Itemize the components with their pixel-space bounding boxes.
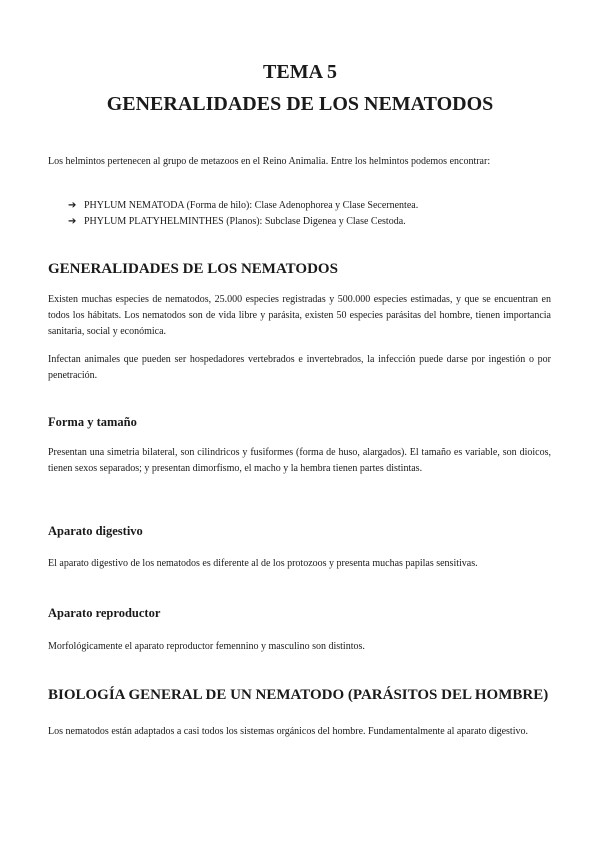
reproductor-paragraph: Morfológicamente el aparato reproductor femennino y masculino son distintos. [48, 641, 365, 652]
subheading-reproductor: Aparato reproductor [48, 606, 161, 620]
generalidades-paragraph-2: Infectan animales que pueden ser hospedadores vertebrados e invertebrados, la infección puede darse por ingestión o por penetración. [48, 354, 551, 381]
section-heading-generalidades: GENERALIDADES DE LOS NEMATODOS [48, 261, 338, 277]
digestivo-paragraph: El aparato digestivo de los nematodos es diferente al de los protozoos y presenta muchas papilas sensitivas. [48, 558, 478, 569]
subheading-digestivo: Aparato digestivo [48, 524, 143, 538]
right-arrow-icon: ➔ [68, 216, 77, 227]
phylum-list [68, 198, 418, 230]
doc-title-line1: TEMA 5 [263, 61, 337, 83]
generalidades-paragraph-1: Existen muchas especies de nematodos, 25.000 especies registradas y 500.000 especies estimadas, y que se encuentran en todos los hábitats. Los nematodos son de vida libre y parásita, existen 50 especies parásitas del hombre, tienen importancia sanitaria, social y económica. [48, 294, 551, 337]
list-item-text: PHYLUM NEMATODA (Forma de hilo): Clase Adenophorea y Clase Secernentea. [84, 200, 419, 211]
subheading-forma: Forma y tamaño [48, 415, 137, 429]
list-item [68, 198, 418, 214]
right-arrow-icon: ➔ [68, 200, 77, 211]
list-item [68, 214, 418, 230]
biologia-paragraph: Los nematodos están adaptados a casi todos los sistemas orgánicos del hombre. Fundamentalmente al aparato digestivo. [48, 726, 528, 737]
section-heading-biologia: BIOLOGÍA GENERAL DE UN NEMATODO (PARÁSITOS DEL HOMBRE) [48, 687, 549, 703]
doc-title-line2: GENERALIDADES DE LOS NEMATODOS [106, 93, 494, 115]
forma-paragraph: Presentan una simetria bilateral, son cilindricos y fusiformes (forma de huso, alargados). El tamaño es variable, son dioicos, tienen sexos separados; y presentan dimorfismo, el macho y la hembra tienen partes distintas. [48, 447, 551, 474]
intro-paragraph: Los helmintos pertenecen al grupo de metazoos en el Reino Animalia. Entre los helmintos podemos encontrar: [48, 156, 491, 167]
list-item-text: PHYLUM PLATYHELMINTHES (Planos): Subclase Digenea y Clase Cestoda. [84, 216, 406, 227]
